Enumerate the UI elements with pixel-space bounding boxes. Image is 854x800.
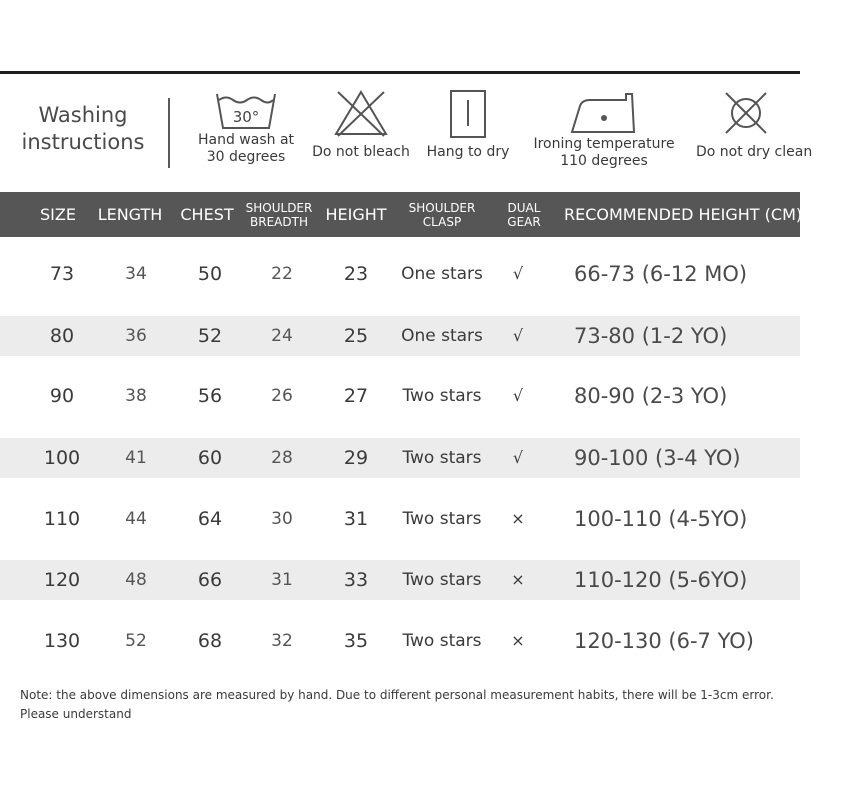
header-size: SIZE — [40, 204, 76, 224]
cell-size: 130 — [43, 630, 81, 652]
cell-height: 33 — [343, 569, 369, 591]
size-table-header — [0, 192, 803, 237]
cell-size: 110 — [43, 508, 81, 530]
washing-instructions-title — [18, 102, 148, 156]
table-row — [0, 438, 800, 478]
cell-chest: 60 — [197, 447, 223, 469]
care-hang-dry — [420, 88, 516, 161]
care-label-hang-dry: Hang to dry — [426, 144, 510, 160]
table-row — [0, 499, 800, 539]
hang-to-dry-icon — [448, 88, 488, 140]
note-line1: Note: the above dimensions are measured by hand. Due to different personal measurement habits, there will be 1-3cm error. — [20, 688, 774, 702]
header-recommended-height: RECOMMENDED HEIGHT (CM) — [564, 204, 803, 224]
cell-chest: 50 — [197, 263, 223, 285]
table-row — [0, 254, 800, 294]
hand-wash-temp: 30° — [232, 108, 260, 126]
care-no-dry-clean — [696, 88, 826, 161]
care-label-hand-wash: Hand wash at 30 degrees — [197, 132, 295, 165]
care-label-no-dry-clean: Do not dry clean — [696, 144, 813, 160]
header-chest: CHEST — [180, 204, 234, 224]
hand-wash-icon — [213, 88, 279, 132]
cell-chest: 56 — [197, 385, 223, 407]
cell-shoulder: 31 — [271, 570, 293, 590]
table-row — [0, 316, 800, 356]
cell-clasp: Two stars — [402, 448, 482, 468]
cell-clasp: Two stars — [402, 386, 482, 406]
cell-height: 29 — [343, 447, 369, 469]
cell-dual-gear: √ — [512, 386, 524, 405]
cell-height: 35 — [343, 630, 369, 652]
cell-height: 23 — [343, 263, 369, 285]
cell-recommended: 100-110 (4-5YO) — [574, 507, 748, 531]
cell-chest: 68 — [197, 630, 223, 652]
cell-dual-gear: √ — [512, 448, 524, 467]
care-label-no-bleach: Do not bleach — [312, 144, 410, 160]
washing-divider — [168, 98, 170, 168]
cell-dual-gear: × — [511, 631, 525, 650]
cell-length: 38 — [125, 386, 147, 406]
cell-shoulder: 28 — [271, 448, 293, 468]
table-row — [0, 621, 800, 661]
cell-height: 31 — [343, 508, 369, 530]
cell-clasp: Two stars — [402, 631, 482, 651]
table-row — [0, 376, 800, 416]
cell-shoulder: 24 — [271, 326, 293, 346]
cell-recommended: 110-120 (5-6YO) — [574, 568, 748, 592]
iron-icon — [568, 88, 640, 136]
cell-dual-gear: × — [511, 570, 525, 589]
care-no-bleach — [306, 88, 416, 161]
washing-title-line1: Washing — [38, 103, 128, 127]
cell-height: 25 — [343, 325, 369, 347]
note-line2: Please understand — [20, 707, 132, 721]
cell-length: 41 — [125, 448, 147, 468]
cell-chest: 64 — [197, 508, 223, 530]
table-row — [0, 560, 800, 600]
header-shoulder-clasp: SHOULDER CLASP — [408, 200, 476, 229]
no-bleach-icon — [332, 88, 390, 138]
cell-chest: 52 — [197, 325, 223, 347]
cell-dual-gear: √ — [512, 326, 524, 345]
cell-length: 52 — [125, 631, 147, 651]
cell-height: 27 — [343, 385, 369, 407]
cell-shoulder: 22 — [271, 264, 293, 284]
cell-recommended: 80-90 (2-3 YO) — [574, 384, 728, 408]
care-label-iron: Ironing temperature 110 degrees — [533, 136, 675, 169]
cell-length: 44 — [125, 509, 147, 529]
cell-size: 100 — [43, 447, 81, 469]
washing-title-line2: instructions — [21, 130, 145, 154]
measurement-note — [20, 686, 800, 724]
cell-dual-gear: √ — [512, 264, 524, 283]
cell-dual-gear: × — [511, 509, 525, 528]
cell-shoulder: 26 — [271, 386, 293, 406]
cell-recommended: 120-130 (6-7 YO) — [574, 629, 754, 653]
header-shoulder-breadth: SHOULDER BREADTH — [245, 200, 313, 229]
no-dry-clean-icon — [720, 88, 772, 138]
cell-length: 34 — [125, 264, 147, 284]
cell-size: 73 — [49, 263, 75, 285]
cell-shoulder: 30 — [271, 509, 293, 529]
cell-chest: 66 — [197, 569, 223, 591]
cell-size: 120 — [43, 569, 81, 591]
top-rule — [0, 71, 800, 74]
cell-length: 36 — [125, 326, 147, 346]
header-height: HEIGHT — [325, 204, 387, 224]
header-dual-gear: DUAL GEAR — [507, 200, 541, 229]
cell-shoulder: 32 — [271, 631, 293, 651]
cell-size: 80 — [49, 325, 75, 347]
cell-clasp: One stars — [401, 264, 483, 284]
cell-recommended: 90-100 (3-4 YO) — [574, 446, 741, 470]
cell-recommended: 73-80 (1-2 YO) — [574, 324, 728, 348]
cell-length: 48 — [125, 570, 147, 590]
cell-recommended: 66-73 (6-12 MO) — [574, 262, 748, 286]
care-iron — [524, 88, 684, 170]
cell-clasp: Two stars — [402, 570, 482, 590]
cell-size: 90 — [49, 385, 75, 407]
cell-clasp: Two stars — [402, 509, 482, 529]
header-length: LENGTH — [97, 204, 163, 224]
care-hand-wash — [192, 88, 300, 166]
cell-clasp: One stars — [401, 326, 483, 346]
